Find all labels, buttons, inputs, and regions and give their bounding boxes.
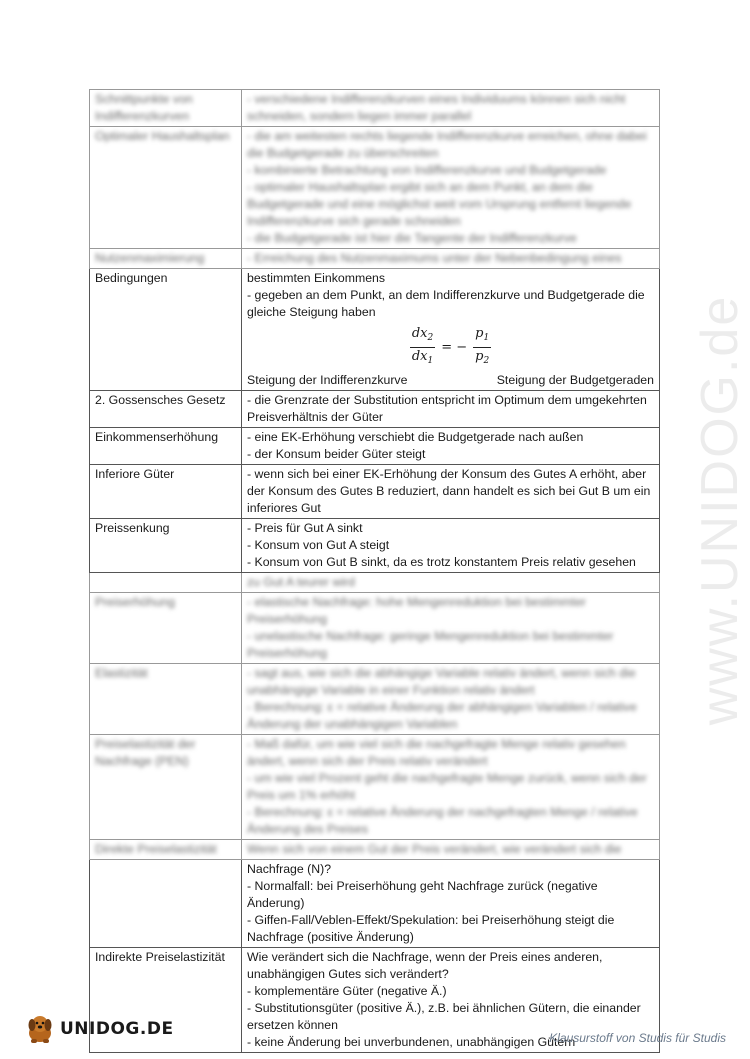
term-cell: Preiselastizität der Nachfrage (PEN)	[90, 735, 242, 840]
term-cell: Direkte Preiselastizität	[90, 840, 242, 860]
description-line: - Berechnung: ε = relative Änderung der nachgefragten Menge / relative Änderung des Preises	[247, 805, 638, 836]
description-cell	[242, 127, 660, 249]
table-row	[90, 428, 660, 465]
caption-indifference: Steigung der Indifferenzkurve	[247, 373, 408, 387]
description-cell	[242, 391, 660, 428]
description-line: - die Grenzrate der Substitution entspricht im Optimum dem umgekehrten Preisverhältnis der Güter	[247, 393, 647, 424]
description-line: - Berechnung: ε = relative Änderung der abhängigen Variablen / relative Änderung der unabhängigen Variablen	[247, 700, 637, 731]
term-cell: Preissenkung	[90, 519, 242, 573]
description-cell	[242, 269, 660, 391]
dx2-sub: 2	[427, 333, 434, 343]
description-line: - sagt aus, wie sich die abhängige Variable relativ ändert, wenn sich die unabhängige Variable in einer Funktion relativ ändert	[247, 666, 636, 697]
description-line: - verschiedene Indifferenzkurven eines Individuums können sich nicht schneiden, sondern liegen immer parallel	[247, 92, 626, 123]
term-cell: Nutzenmaximierung	[90, 249, 242, 269]
term-cell: Inferiore Güter	[90, 465, 242, 519]
p2-sub: 2	[483, 356, 490, 366]
description-line: bestimmten Einkommens	[247, 271, 386, 285]
description-line: - wenn sich bei einer EK-Erhöhung der Konsum des Gutes A erhöht, aber der Konsum des Gutes B reduziert, dann handelt es sich bei Gut B um ein inferiores Gut	[247, 467, 651, 515]
description-cell	[242, 593, 660, 664]
fraction-p	[473, 325, 491, 370]
description-cell	[242, 735, 660, 840]
description-cell	[242, 90, 660, 127]
description-line: - Giffen-Fall/Veblen-Effekt/Spekulation: bei Preiserhöhung steigt die Nachfrage (positive Änderung)	[247, 913, 615, 944]
term-cell: Indirekte Preiselastizität	[90, 948, 242, 1053]
p1	[475, 326, 489, 341]
term-cell	[90, 573, 242, 593]
term-cell: Bedingungen	[90, 269, 242, 391]
caption-budget: Steigung der Budgetgeraden	[496, 373, 654, 387]
slope-captions	[247, 372, 654, 389]
description-line: - die Budgetgerade ist hier die Tangente der Indifferenzkurve	[247, 231, 577, 245]
fraction-denominator	[410, 348, 435, 370]
term-cell	[90, 860, 242, 948]
fraction-dx	[410, 325, 435, 370]
table-row	[90, 127, 660, 249]
table-row	[90, 519, 660, 573]
description-cell	[242, 664, 660, 735]
description-line: - Maß dafür, um wie viel sich die nachgefragte Menge relativ gesehen ändert, wenn sich der Preis relativ verändert	[247, 737, 626, 768]
description-line: - Substitutionsgüter (positive Ä.), z.B. bei ähnlichen Gütern, die einander ersetzen können	[247, 1001, 641, 1032]
description-cell: - Erreichung des Nutzenmaximums unter der Nebenbedingung eines	[242, 249, 660, 269]
fraction-numerator	[410, 325, 435, 348]
description-line: - Konsum von Gut A steigt	[247, 538, 390, 552]
dx1	[412, 349, 433, 364]
description-line: Wie verändert sich die Nachfrage, wenn der Preis eines anderen, unabhängigen Gutes sich verändert?	[247, 950, 603, 981]
table-row	[90, 465, 660, 519]
description-cell: Wenn sich von einem Gut der Preis verändert, wie verändert sich die	[242, 840, 660, 860]
description-cell	[242, 465, 660, 519]
table-row	[90, 391, 660, 428]
description-cell	[242, 860, 660, 948]
term-cell: Elastizität	[90, 664, 242, 735]
fraction-numerator	[473, 325, 491, 348]
description-line: - komplementäre Güter (negative Ä.)	[247, 984, 447, 998]
unidog-logo	[22, 1013, 174, 1045]
description-line: - Normalfall: bei Preiserhöhung geht Nachfrage zurück (negative Änderung)	[247, 879, 598, 910]
table-row-blurred	[90, 840, 660, 860]
footer-tagline: Klausurstoff von Studis für Studis	[549, 1031, 726, 1045]
table-row	[90, 269, 660, 391]
p1-base: p	[475, 326, 484, 341]
table-row-blurred	[90, 249, 660, 269]
description-cell: zu Gut A teurer wird	[242, 573, 660, 593]
description-cell	[242, 428, 660, 465]
description-line: - eine EK-Erhöhung verschiebt die Budgetgerade nach außen	[247, 430, 584, 444]
term-cell: Preiserhöhung	[90, 593, 242, 664]
dog-icon	[22, 1013, 58, 1045]
table-row	[90, 90, 660, 127]
p1-sub: 1	[483, 333, 490, 343]
term-cell: Schnittpunkte von Indifferenzkurven	[90, 90, 242, 127]
dx1-base: dx	[411, 349, 428, 364]
table-row	[90, 664, 660, 735]
table-row	[90, 735, 660, 840]
description-line: - der Konsum beider Güter steigt	[247, 447, 426, 461]
logo-text: UNIDOG.DE	[60, 1019, 174, 1039]
description-line: - um wie viel Prozent geht die nachgefragte Menge zurück, wenn sich der Preis um 1% erhöht	[247, 771, 647, 802]
equals-sign: = −	[441, 340, 468, 355]
term-cell: 2. Gossensches Gesetz	[90, 391, 242, 428]
dx2	[412, 326, 433, 341]
description-line: - unelastische Nachfrage: geringe Mengenreduktion bei bestimmter Preiserhöhung	[247, 629, 614, 660]
description-line: - keine Änderung bei unverbundenen, unabhängigen Gütern	[247, 1035, 576, 1049]
description-line: - Konsum von Gut B sinkt, da es trotz konstantem Preis relativ gesehen	[247, 555, 636, 569]
description-line: - die am weitesten rechts liegende Indifferenzkurve erreichen, ohne dabei die Budgetgerade zu überschreiten	[247, 129, 647, 160]
term-cell: Einkommenserhöhung	[90, 428, 242, 465]
p2-base: p	[475, 349, 484, 364]
table-row	[90, 860, 660, 948]
content-table	[89, 89, 660, 1053]
p2	[475, 349, 489, 364]
description-cell	[242, 519, 660, 573]
dx2-base: dx	[411, 326, 428, 341]
description-line: Nachfrage (N)?	[247, 862, 332, 876]
description-line: - elastische Nachfrage: hohe Mengenreduktion bei bestimmter Preiserhöhung	[247, 595, 587, 626]
watermark: www.UNIDOG.de	[691, 294, 749, 726]
formula	[247, 325, 654, 370]
description-line: - gegeben an dem Punkt, an dem Indifferenzkurve und Budgetgerade die gleiche Steigung haben	[247, 288, 645, 319]
dx1-sub: 1	[427, 356, 434, 366]
description-line: - Preis für Gut A sinkt	[247, 521, 363, 535]
table-row	[90, 593, 660, 664]
fraction-denominator	[473, 348, 491, 370]
description-line: - optimaler Haushaltsplan ergibt sich an dem Punkt, an dem die Budgetgerade und eine möglichst weit vom Ursprung entfernt liegende Indifferenzkurve sich gerade schneiden	[247, 180, 632, 228]
table-row-blurred	[90, 573, 660, 593]
term-cell: Optimaler Haushaltsplan	[90, 127, 242, 249]
description-line: - kombinierte Betrachtung von Indifferenzkurve und Budgetgerade	[247, 163, 607, 177]
